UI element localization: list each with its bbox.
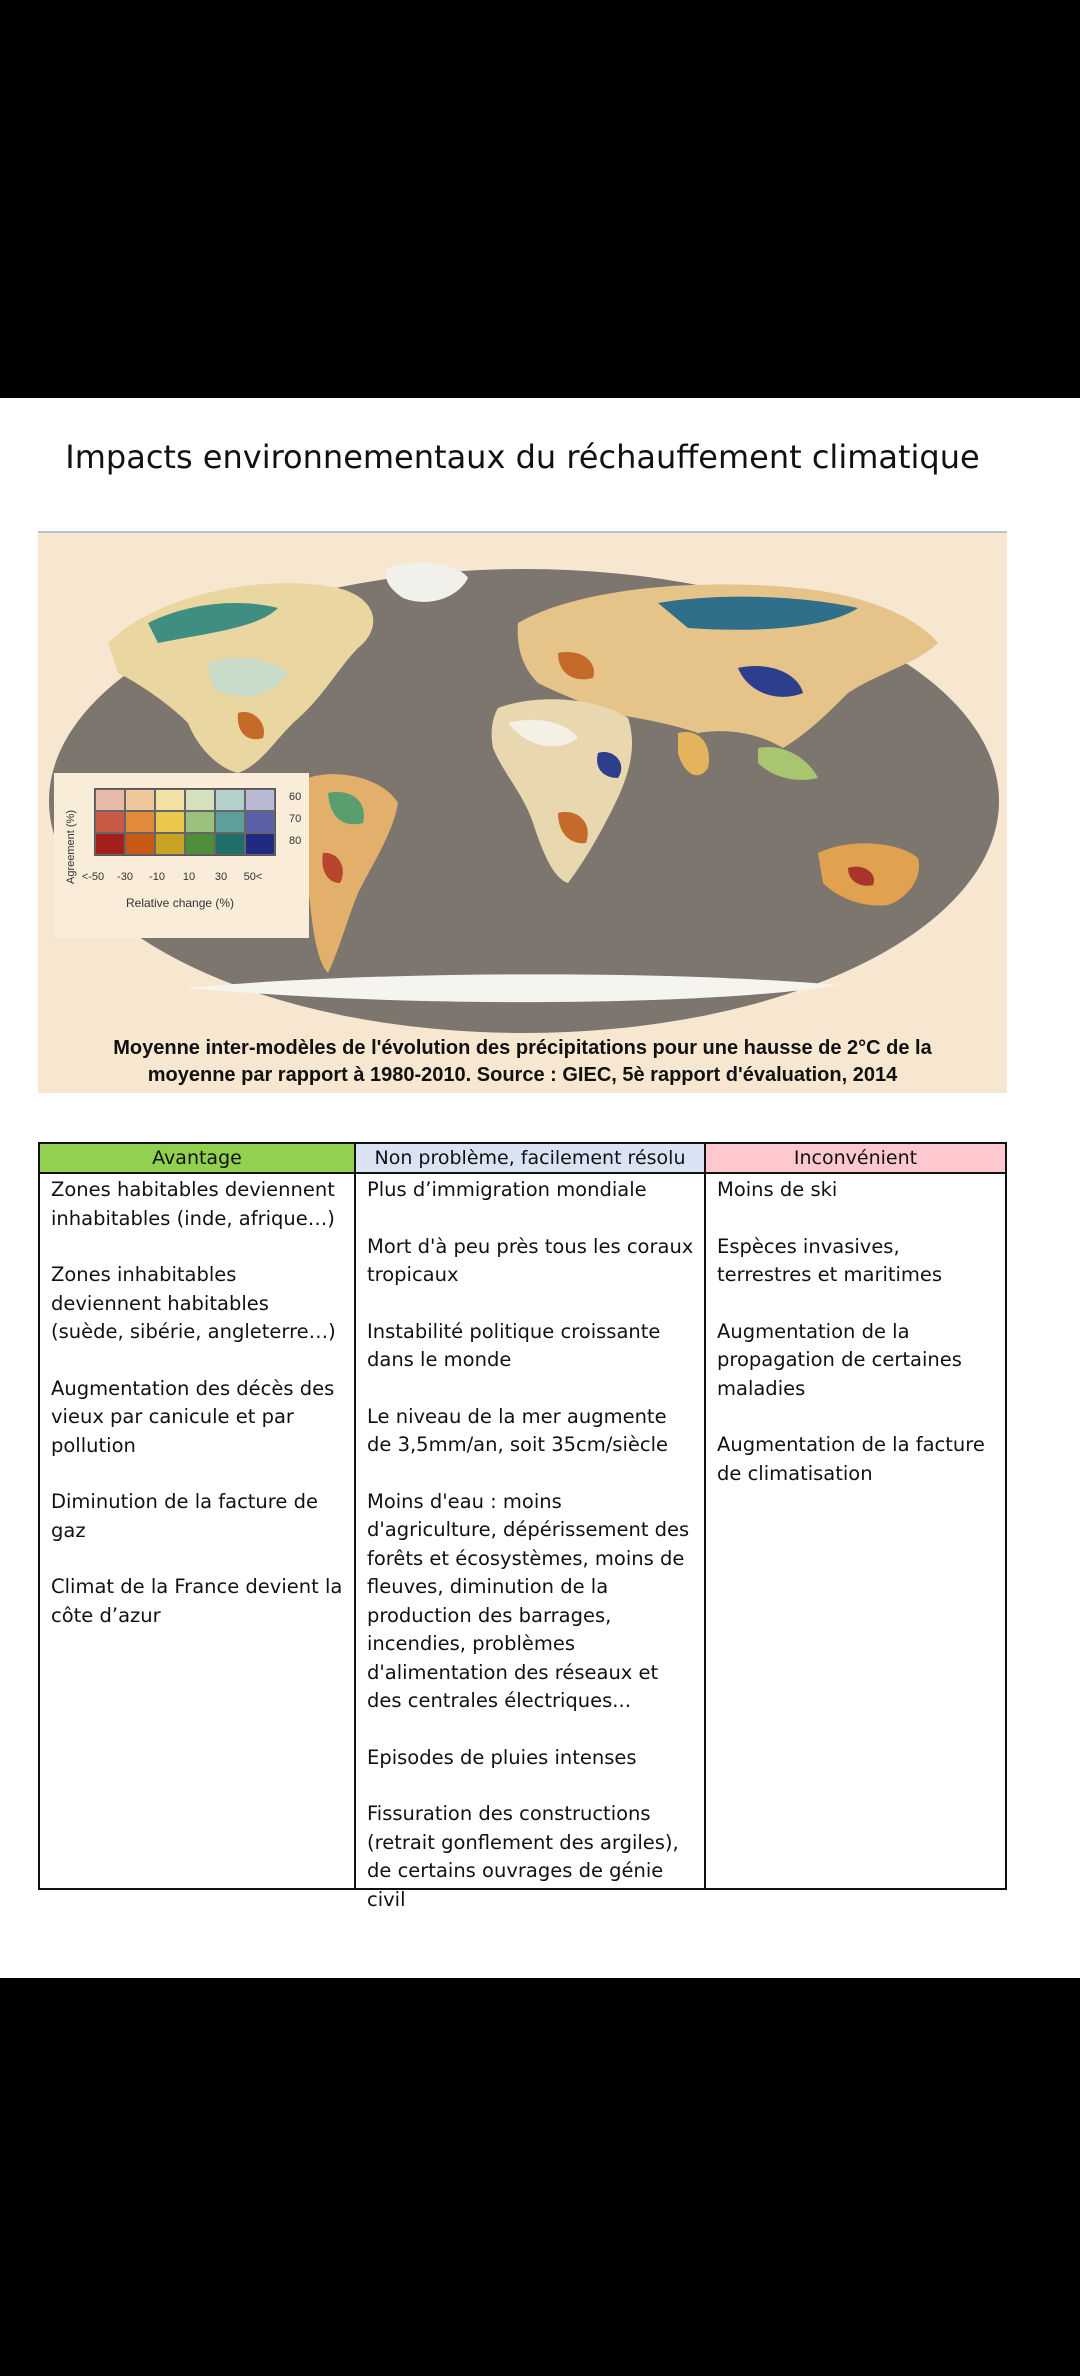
legend-row-label: 60: [289, 791, 302, 803]
table-cell-item: Diminution de la facture de gaz: [51, 1490, 318, 1542]
legend-swatch: [245, 833, 275, 855]
table-cell-item: Climat de la France devient la côte d’azur: [51, 1575, 343, 1627]
figure-caption: [38, 1035, 1007, 1089]
legend-swatch: [95, 833, 125, 855]
table-cell-item: Episodes de pluies intenses: [367, 1745, 637, 1769]
impacts-table: [38, 1142, 1007, 1911]
precipitation-map-figure: [38, 531, 1007, 1093]
table-cell-item: Fissuration des constructions (retrait gonflement des argiles), de certains ouvrages de génie civil: [367, 1802, 679, 1911]
legend-x-label: Relative change (%): [126, 896, 235, 910]
column-avantage: [40, 1144, 356, 1888]
legend-swatch: [185, 811, 215, 833]
table-cell-item: Instabilité politique croissante dans le monde: [367, 1319, 661, 1371]
document-page: [0, 398, 1080, 1978]
legend-col-label: -30: [117, 871, 133, 883]
table-cell-item: Mort d'à peu près tous les coraux tropicaux: [367, 1234, 694, 1286]
table-cell-item: Moins d'eau : moins d'agriculture, dépérissement des forêts et écosystèmes, moins de fleuves, diminution de la production des barrages, incendies, problèmes d'alimentation des réseaux et des centrales électriques...: [367, 1489, 690, 1712]
legend-swatch: [155, 833, 185, 855]
legend-swatch: [245, 811, 275, 833]
legend-swatch: [125, 811, 155, 833]
legend-swatch: [185, 789, 215, 811]
table-cell-item: Augmentation des décès des vieux par canicule et par pollution: [51, 1376, 335, 1457]
table-cell-item: Moins de ski: [717, 1178, 838, 1201]
legend-column-labels: [77, 871, 269, 883]
legend-color-grid: [94, 788, 276, 856]
legend-col-label: 10: [182, 871, 196, 883]
table-cell-item: Zones inhabitables deviennent habitables (suède, sibérie, angleterre…): [51, 1263, 336, 1343]
page-title: Impacts environnementaux du réchauffement climatique: [65, 438, 980, 476]
legend-swatch: [185, 833, 215, 855]
legend-swatch: [95, 811, 125, 833]
table-cell-item: Zones habitables deviennent inhabitables (inde, afrique…): [51, 1178, 335, 1230]
legend-y-label: Agreement (%): [64, 810, 77, 884]
legend-swatch: [215, 811, 245, 833]
legend-swatch: [155, 811, 185, 833]
column-inconvenient: [706, 1144, 1005, 1888]
legend-swatch: [215, 833, 245, 855]
legend-swatch: [125, 833, 155, 855]
table-cell-item: Espèces invasives, terrestres et maritimes: [717, 1234, 943, 1286]
legend-swatch: [125, 789, 155, 811]
column-non-probleme: [356, 1144, 706, 1911]
column-header: Non problème, facilement résolu: [356, 1144, 704, 1174]
table-cell-item: Le niveau de la mer augmente de 3,5mm/an, soit 35cm/siècle: [367, 1404, 669, 1456]
legend-row-label: 70: [289, 813, 302, 825]
legend-swatch: [155, 789, 185, 811]
column-items: [40, 1174, 354, 1630]
caption-line: moyenne par rapport à 1980-2010. Source : GIEC, 5è rapport d'évaluation, 2014: [147, 1064, 898, 1086]
legend-col-label: 30: [214, 871, 228, 883]
legend-row-label: 80: [289, 835, 302, 847]
table-cell-item: Plus d’immigration mondiale: [367, 1178, 647, 1201]
legend-col-label: 50<: [243, 871, 263, 883]
column-items: [706, 1174, 1005, 1488]
legend-col-label: <-50: [81, 871, 105, 883]
legend-col-label: -10: [149, 871, 165, 883]
table-cell-item: Augmentation de la facture de climatisation: [717, 1433, 985, 1485]
legend-swatch: [215, 789, 245, 811]
table-cell-item: Augmentation de la propagation de certaines maladies: [717, 1319, 962, 1400]
map-legend: [54, 773, 309, 938]
column-header: Inconvénient: [706, 1144, 1005, 1174]
column-items: [356, 1174, 704, 1914]
column-header: Avantage: [40, 1144, 354, 1174]
caption-line: Moyenne inter-modèles de l'évolution des précipitations pour une hausse de 2°C de la: [113, 1037, 932, 1059]
legend-swatch: [95, 789, 125, 811]
legend-swatch: [245, 789, 275, 811]
